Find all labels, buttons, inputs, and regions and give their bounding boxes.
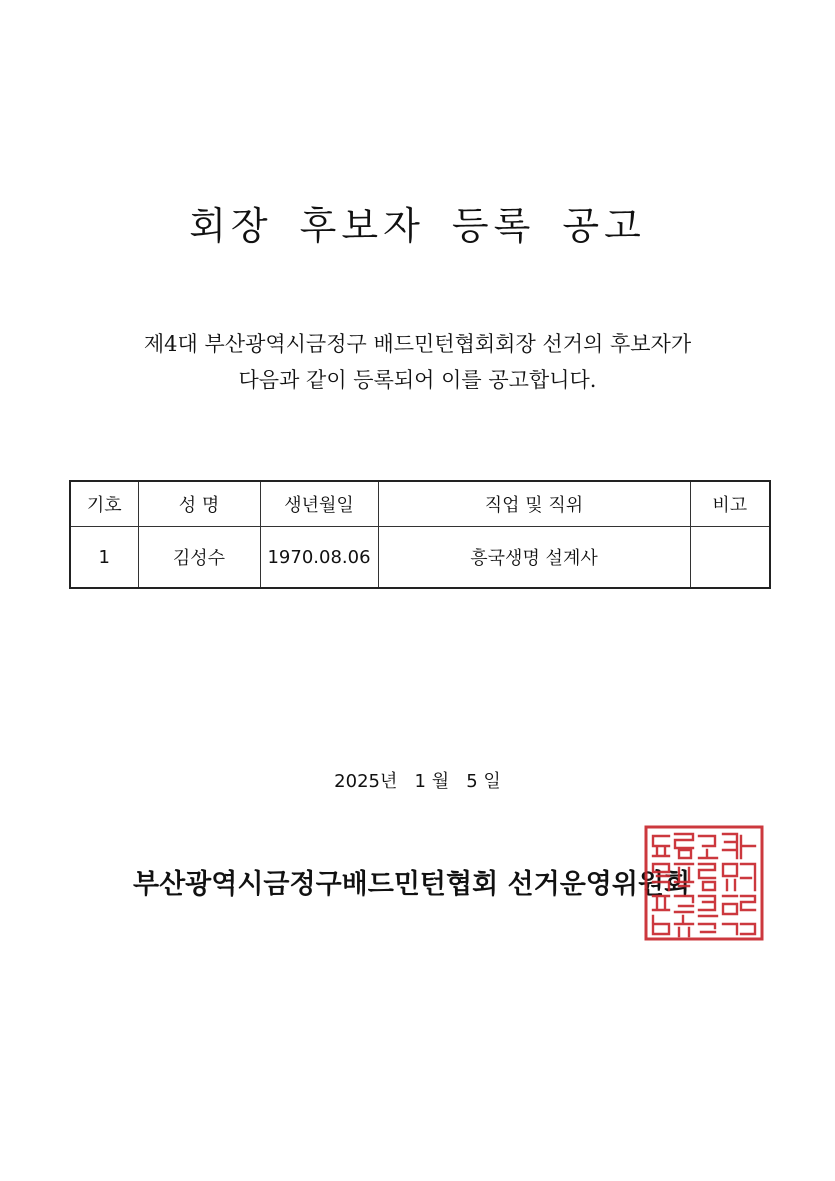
cell-birth: 1970.08.06	[260, 527, 378, 589]
cell-note	[690, 527, 770, 589]
cell-name: 김성수	[138, 527, 260, 589]
announcement-text	[0, 326, 835, 398]
header-number: 기호	[70, 481, 138, 527]
table-header-row	[70, 481, 770, 527]
header-note: 비고	[690, 481, 770, 527]
candidate-table	[69, 480, 771, 589]
header-job: 직업 및 직위	[378, 481, 690, 527]
header-birth: 생년월일	[260, 481, 378, 527]
committee-name: 부산광역시금정구배드민턴협회 선거운영위원회	[133, 869, 691, 900]
announcement-line-1: 제4대 부산광역시금정구 배드민턴협회회장 선거의 후보자가	[143, 332, 692, 356]
page-title: 회장 후보자 등록 공고	[189, 204, 646, 248]
table-row	[70, 527, 770, 589]
official-seal-icon	[643, 824, 765, 942]
announcement-line-2: 다음과 같이 등록되어 이를 공고합니다.	[238, 368, 597, 392]
announcement-date: 2025년 1 월 5 일	[334, 771, 501, 792]
cell-number: 1	[70, 527, 138, 589]
cell-job: 흥국생명 설계사	[378, 527, 690, 589]
header-name: 성 명	[138, 481, 260, 527]
